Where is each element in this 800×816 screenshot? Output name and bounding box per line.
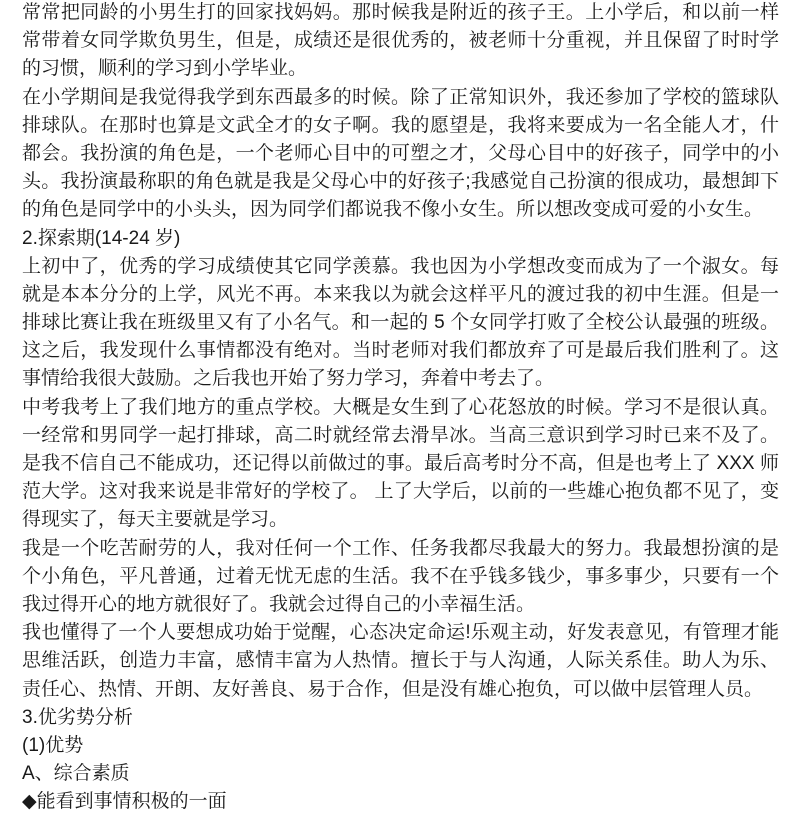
text-line: 就是本本分分的上学，风光不再。本来我以为就会这样平凡的渡过我的初中生涯。但是一 xyxy=(22,283,779,305)
text-line: ◆能看到事情积极的一面 xyxy=(22,791,227,813)
text-line: 常带着女同学欺负男生，但是，成绩还是很优秀的，被老师十分重视，并且保留了时时学 xyxy=(22,30,779,52)
text-line: 我过得开心的地方就很好了。我就会过得自己的小幸福生活。 xyxy=(22,593,536,615)
text-line: 我也懂得了一个人要想成功始于觉醒，心态决定命运!乐观主动，好发表意见，有管理才能 xyxy=(22,622,779,644)
text-line: 常常把同龄的小男生打的回家找妈妈。那时候我是附近的孩子王。上小学后，和以前一样 xyxy=(22,2,779,23)
text-line: 排球比赛让我在班级里又有了小名气。和一起的 5 个女同学打败了全校公认最强的班级。 xyxy=(22,312,779,334)
text-line: 排球队。在那时也算是文武全才的女子啊。我的愿望是，我将来要成为一名全能人才，什 xyxy=(22,114,779,136)
text-line: 我是一个吃苦耐劳的人，我对任何一个工作、任务我都尽我最大的努力。我最想扮演的是 xyxy=(22,537,779,559)
text-line: 头。我扮演最称职的角色就是我是父母心中的好孩子;我感觉自己扮演的很成功，最想卸下 xyxy=(22,171,779,193)
text-line: 都会。我扮演的角色是，一个老师心目中的可塑之才，父母心目中的好孩子，同学中的小 xyxy=(22,142,779,164)
text-line: 上初中了，优秀的学习成绩使其它同学羡慕。我也因为小学想改变而成为了一个淑女。每 xyxy=(22,255,779,277)
text-line: 3.优劣势分析 xyxy=(22,706,133,728)
text-line: (1)优势 xyxy=(22,734,84,756)
text-line: 在小学期间是我觉得我学到东西最多的时候。除了正常知识外，我还参加了学校的篮球队 xyxy=(22,86,779,108)
text-line: 是我不信自己不能成功，还记得以前做过的事。最后高考时分不高，但是也考上了 XXX 师 xyxy=(22,453,779,474)
text-line: 个小角色，平凡普通，过着无忧无虑的生活。我不在乎钱多钱少，事多事少，只要有一个 xyxy=(22,565,779,587)
text-line: 思维活跃，创造力丰富，感情丰富为人热情。擅长于与人沟通，人际关系佳。助人为乐、 xyxy=(22,650,779,672)
text-line: 2.探索期(14-24 岁) xyxy=(22,227,181,249)
text-line: 这之后，我发现什么事情都没有绝对。当时老师对我们都放弃了可是最后我们胜利了。这 xyxy=(22,340,779,362)
text-line: 的角色是同学中的小头头，因为同学们都说我不像小女生。所以想改变成可爱的小女生。 xyxy=(22,199,764,221)
text-line: 中考我考上了我们地方的重点学校。大概是女生到了心花怒放的时候。学习不是很认真。 xyxy=(22,396,779,418)
text-line: 一经常和男同学一起打排球，高二时就经常去滑旱冰。当高三意识到学习时已来不及了。 xyxy=(22,424,779,446)
text-line: A、综合素质 xyxy=(22,763,130,785)
document-body xyxy=(22,0,779,816)
text-line: 的习惯，顺利的学习到小学毕业。 xyxy=(22,58,308,80)
text-line: 得现实了，每天主要就是学习。 xyxy=(22,509,289,531)
text-line: 范大学。这对我来说是非常好的学校了。 上了大学后，以前的一些雄心抱负都不见了，变 xyxy=(22,481,779,503)
text-line: 事情给我很大鼓励。之后我也开始了努力学习，奔着中考去了。 xyxy=(22,368,555,390)
text-line: 责任心、热情、开朗、友好善良、易于合作，但是没有雄心抱负，可以做中层管理人员。 xyxy=(22,678,764,700)
